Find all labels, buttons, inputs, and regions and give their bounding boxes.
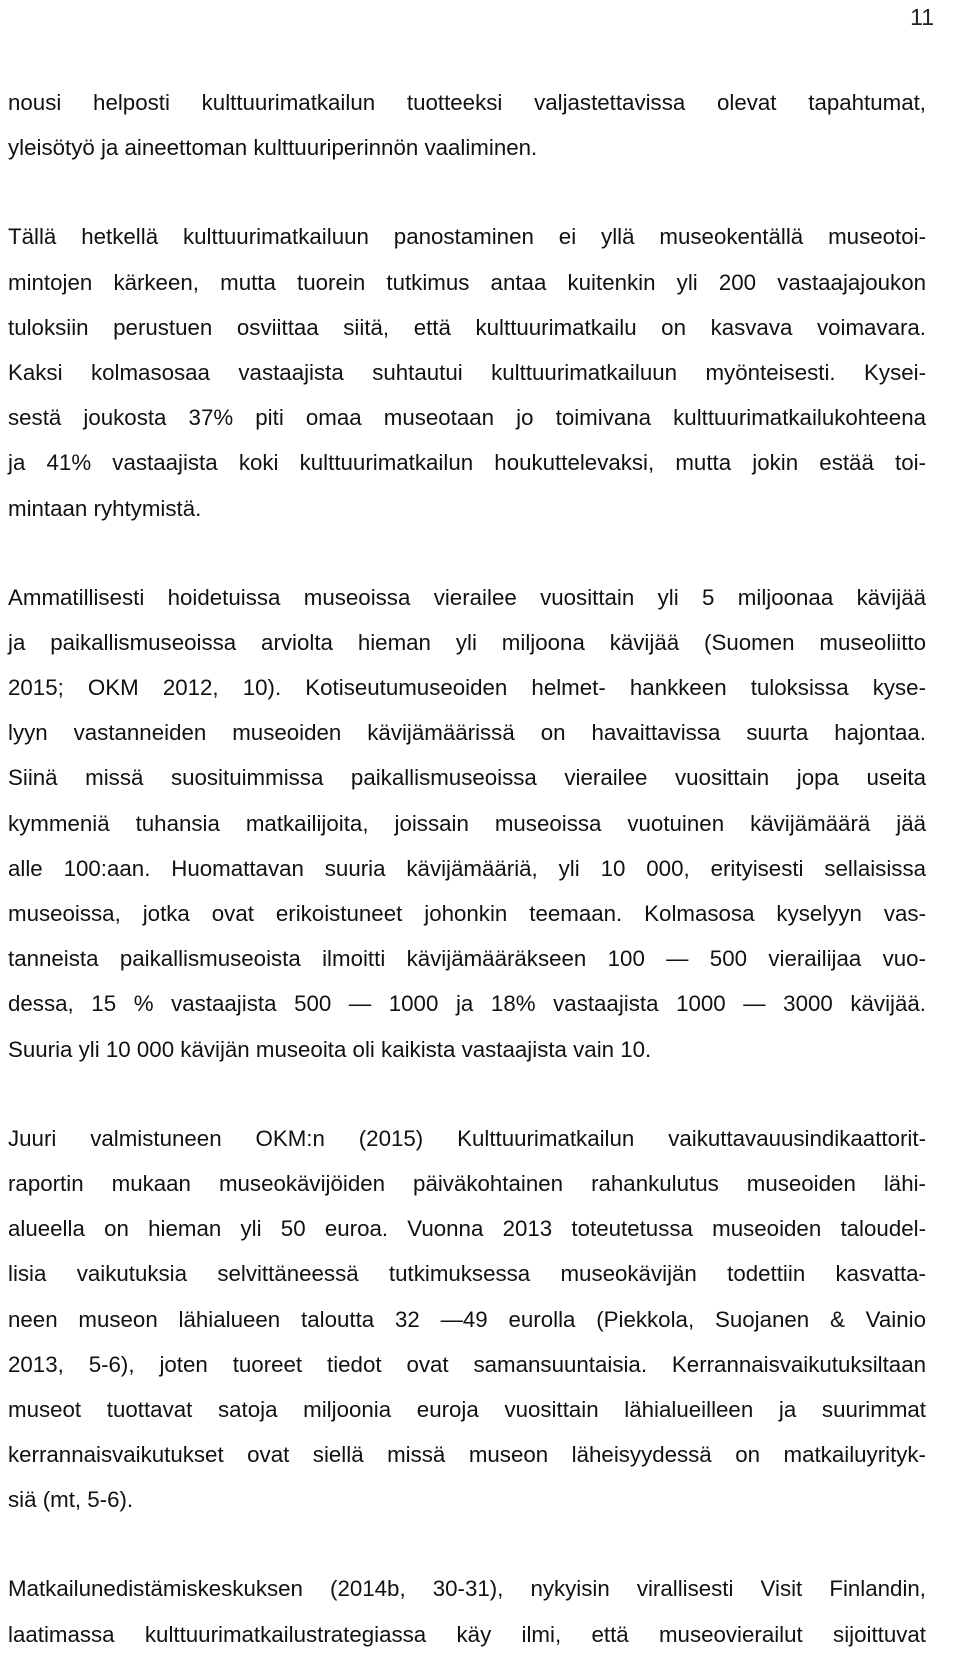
text-line: dessa, 15 % vastaajista 500 — 1000 ja 18% vastaajista 1000 — 3000 kävijää. (8, 991, 926, 1017)
text-line: Ammatillisesti hoidetuissa museoissa vierailee vuosittain yli 5 miljoonaa kävijää (8, 584, 926, 610)
text-line: yleisötyö ja aineettoman kulttuuriperinnön vaaliminen. (8, 135, 538, 161)
text-line: alle 100:aan. Huomattavan suuria kävijämääriä, yli 10 000, erityisesti sellaisissa (8, 855, 926, 881)
text-line: lyyn vastanneiden museoiden kävijämäärissä on havaittavissa suurta hajontaa. (8, 720, 926, 746)
text-line: Tällä hetkellä kulttuurimatkailuun panostaminen ei yllä museokentällä museotoi- (8, 224, 926, 250)
text-line: museoissa, jotka ovat erikoistuneet johonkin teemaan. Kolmasosa kyselyyn vas- (8, 901, 926, 926)
text-line: kymmeniä tuhansia matkailijoita, joissain museoissa vuotuinen kävijämäärä jää (8, 810, 926, 836)
text-line: Suuria yli 10 000 kävijän museoita oli kaikista vastaajista vain 10. (8, 1036, 652, 1062)
text-line: kerrannaisvaikutukset ovat siellä missä museon läheisyydessä on matkailuyrityk- (8, 1442, 926, 1468)
text-line: ja 41% vastaajista koki kulttuurimatkailun houkuttelevaksi, mutta jokin estää toi- (8, 450, 926, 476)
text-line: ja paikallismuseoissa arviolta hieman yli miljoona kävijää (Suomen museoliitto (8, 629, 926, 655)
text-line: neen museon lähialueen taloutta 32 —49 eurolla (Piekkola, Suojanen & Vainio (8, 1306, 926, 1332)
paragraph-gap (8, 1522, 926, 1566)
text-line: tanneista paikallismuseoista ilmoitti kävijämääräkseen 100 — 500 vierailijaa vuo- (8, 946, 926, 972)
text-line: 2013, 5-6), joten tuoreet tiedot ovat samansuuntaisia. Kerrannaisvaikutuksiltaan (8, 1351, 926, 1377)
document-body (8, 80, 926, 1657)
paragraph (8, 575, 926, 1072)
text-line: lisia vaikutuksia selvittäneessä tutkimuksessa museokävijän todettiin kasvatta- (8, 1261, 926, 1287)
text-line: museot tuottavat satoja miljoonia euroja vuosittain lähialueilleen ja suurimmat (8, 1396, 926, 1422)
paragraph-gap (8, 1072, 926, 1116)
text-line: Siinä missä suosituimmissa paikallismuseoissa vierailee vuosittain jopa useita (8, 765, 926, 791)
text-line: sestä joukosta 37% piti omaa museotaan jo toimivana kulttuurimatkailukohteena (8, 405, 926, 431)
paragraph (8, 1566, 926, 1656)
text-line: Kaksi kolmasosaa vastaajista suhtautui kulttuurimatkailuun myönteisesti. Kysei- (8, 359, 926, 385)
text-line: nousi helposti kulttuurimatkailun tuotteeksi valjastettavissa olevat tapahtumat, (8, 90, 926, 115)
page-number: 11 (910, 4, 934, 30)
text-line: laatimassa kulttuurimatkailustrategiassa käy ilmi, että museovierailut sijoittuvat (8, 1621, 926, 1647)
text-line: raportin mukaan museokävijöiden päiväkohtainen rahankulutus museoiden lähi- (8, 1170, 926, 1196)
text-line: alueella on hieman yli 50 euroa. Vuonna 2013 toteutetussa museoiden taloudel- (8, 1216, 926, 1242)
paragraph-gap (8, 170, 926, 214)
text-line: siä (mt, 5-6). (8, 1487, 134, 1513)
text-line: Juuri valmistuneen OKM:n (2015) Kulttuurimatkailun vaikuttavauusindikaattorit- (8, 1125, 926, 1151)
paragraph (8, 80, 926, 170)
text-line: mintojen kärkeen, mutta tuorein tutkimus antaa kuitenkin yli 200 vastaajajoukon (8, 269, 926, 295)
paragraph (8, 214, 926, 530)
text-line: tuloksiin perustuen osviittaa siitä, että kulttuurimatkailu on kasvava voimavara. (8, 314, 926, 340)
paragraph-gap (8, 531, 926, 575)
text-line: 2015; OKM 2012, 10). Kotiseutumuseoiden helmet- hankkeen tuloksissa kyse- (8, 675, 926, 701)
paragraph (8, 1116, 926, 1523)
text-line: Matkailunedistämiskeskuksen (2014b, 30-31), nykyisin virallisesti Visit Finlandin, (8, 1576, 926, 1602)
text-line: mintaan ryhtymistä. (8, 495, 202, 521)
